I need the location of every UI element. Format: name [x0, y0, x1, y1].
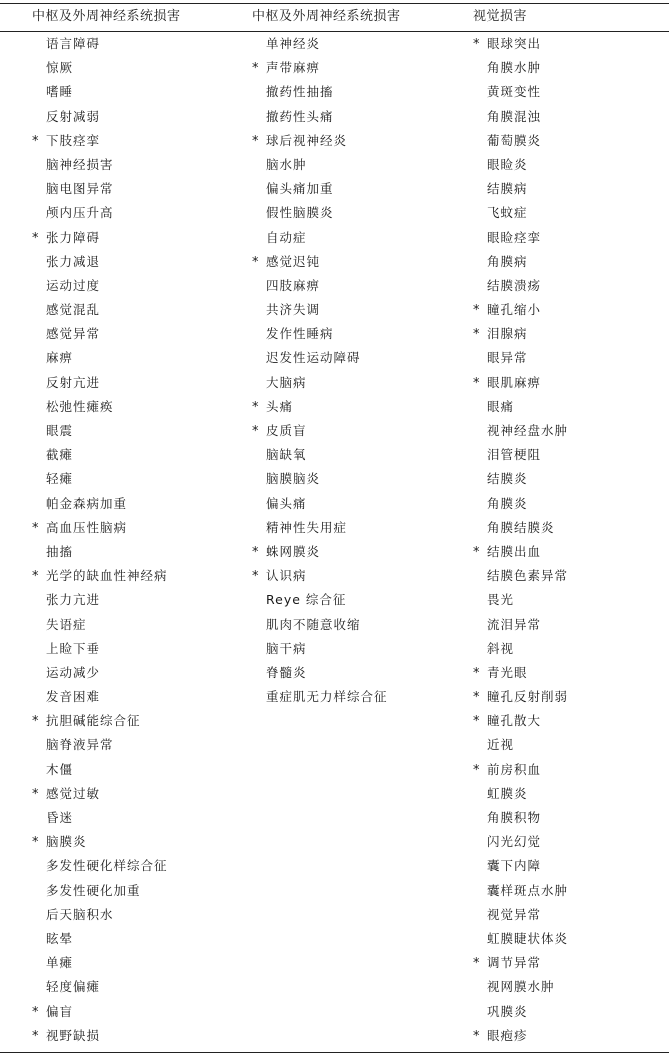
table-row: [252, 419, 388, 443]
table-row: [473, 371, 568, 395]
adverse-reaction-term: 失语症: [46, 616, 87, 632]
adverse-reaction-term: 脑脊液异常: [46, 737, 114, 753]
asterisk-marker: *: [473, 327, 481, 343]
table-row: [473, 613, 568, 637]
asterisk-marker: *: [252, 61, 260, 77]
asterisk-marker: *: [252, 254, 260, 270]
adverse-reaction-term: 脑膜炎: [46, 834, 87, 850]
table-row: [252, 443, 388, 467]
table-row: [252, 588, 388, 612]
adverse-reaction-term: 皮质盲: [266, 423, 307, 438]
table-row: [32, 709, 168, 733]
adverse-reaction-term: 角膜积物: [487, 810, 542, 825]
adverse-reaction-term: 下肢痉挛: [46, 132, 101, 148]
table-row: [32, 733, 168, 757]
table-row: [473, 395, 568, 419]
adverse-reaction-term: 语言障碍: [46, 36, 101, 51]
asterisk-marker: *: [473, 665, 481, 681]
table-row: [32, 129, 168, 153]
table-row: [32, 467, 168, 491]
table-row: [473, 854, 568, 878]
adverse-reaction-term: 视觉异常: [487, 906, 542, 922]
adverse-reaction-term: 瞳孔缩小: [487, 302, 542, 318]
table-row: [32, 226, 168, 250]
adverse-reaction-term: 眼睑痉挛: [487, 229, 542, 245]
table-row: [32, 685, 168, 709]
table-row: [32, 613, 168, 637]
adverse-reaction-term: 感觉异常: [46, 326, 101, 342]
table-row: [252, 226, 388, 250]
table-row: [32, 564, 168, 588]
table-row: [473, 80, 568, 104]
table-row: [32, 588, 168, 612]
table-row: [252, 201, 388, 225]
adverse-reaction-term: 瞳孔散大: [487, 713, 542, 729]
adverse-reaction-term: 脊髓炎: [266, 664, 307, 680]
asterisk-marker: *: [32, 520, 40, 536]
asterisk-marker: *: [473, 956, 481, 972]
adverse-reaction-term: 反射减弱: [46, 108, 101, 124]
adverse-reaction-term: 惊厥: [46, 60, 74, 76]
adverse-reaction-term: 畏光: [487, 592, 515, 608]
table-row: [473, 758, 568, 782]
adverse-reaction-term: 偏头痛加重: [266, 181, 334, 197]
table-row: [252, 56, 388, 80]
adverse-reaction-term: 结膜出血: [487, 543, 542, 559]
adverse-reaction-term: 结膜溃疡: [487, 277, 542, 293]
adverse-reaction-term: 假性脑膜炎: [266, 205, 334, 221]
adverse-reaction-term: 昏迷: [46, 810, 74, 825]
adverse-reaction-term: 嗜睡: [46, 84, 74, 100]
table-row: [252, 467, 388, 491]
adverse-reaction-term: 囊下内障: [487, 858, 542, 874]
adverse-reaction-term: Reye 综合征: [266, 592, 347, 608]
table-row: [32, 298, 168, 322]
table-row: [473, 32, 568, 56]
adverse-reaction-term: 撤药性头痛: [266, 108, 334, 124]
adverse-reaction-term: 撤药性抽搐: [266, 84, 334, 100]
adverse-reaction-term: 迟发性运动障碍: [266, 350, 361, 366]
table-row: [473, 250, 568, 274]
asterisk-marker: *: [473, 375, 481, 391]
adverse-reaction-term: 角膜水肿: [487, 60, 542, 76]
adverse-reaction-term: 认识病: [266, 568, 307, 584]
asterisk-marker: *: [473, 1028, 481, 1044]
table-row: [252, 32, 388, 56]
table-row: [473, 975, 568, 999]
adverse-reaction-term: 近视: [487, 737, 515, 753]
adverse-reaction-term: 运动过度: [46, 277, 101, 293]
table-row: [473, 177, 568, 201]
adverse-reaction-term: 高血压性脑病: [46, 519, 128, 535]
table-row: [473, 274, 568, 298]
table-row: [473, 637, 568, 661]
table-row: [473, 782, 568, 806]
table-row: [473, 322, 568, 346]
table-row: [252, 516, 388, 540]
column-header: 中枢及外周神经系统损害: [32, 9, 181, 24]
adverse-reaction-term: 单神经炎: [266, 36, 321, 51]
adverse-reaction-term: 囊样斑点水肿: [487, 882, 569, 898]
adverse-reaction-term: 重症肌无力样综合征: [266, 689, 388, 705]
table-row: [32, 371, 168, 395]
adverse-reaction-term: 脑神经损害: [46, 156, 114, 172]
adverse-reaction-term: 木僵: [46, 761, 74, 777]
asterisk-marker: *: [252, 544, 260, 560]
adverse-reaction-term: 结膜病: [487, 181, 528, 197]
table-row: [252, 129, 388, 153]
table-row: [473, 226, 568, 250]
adverse-reaction-term: 视野缺损: [46, 1027, 101, 1043]
adverse-reaction-term: 结膜色素异常: [487, 568, 569, 584]
adverse-reaction-term: 发作性睡病: [266, 326, 334, 342]
asterisk-marker: *: [473, 37, 481, 52]
table-row: [473, 830, 568, 854]
adverse-reaction-term: 肌肉不随意收缩: [266, 616, 361, 632]
table-row: [32, 105, 168, 129]
adverse-reaction-term: 反射亢进: [46, 374, 101, 390]
table-row: [32, 516, 168, 540]
adverse-reaction-term: 感觉迟钝: [266, 253, 321, 269]
table-row: [252, 274, 388, 298]
adverse-reaction-term: 球后视神经炎: [266, 132, 348, 148]
table-row: [473, 951, 568, 975]
adverse-reaction-term: 闪光幻觉: [487, 834, 542, 850]
table-row: [473, 903, 568, 927]
table-row: [473, 105, 568, 129]
adverse-reaction-term: 张力亢进: [46, 592, 101, 608]
table-row: [32, 177, 168, 201]
adverse-reaction-term: 角膜混浊: [487, 108, 542, 124]
table-row: [473, 564, 568, 588]
table-row: [32, 637, 168, 661]
table-row: [252, 322, 388, 346]
adverse-reaction-term: 眩晕: [46, 930, 74, 946]
adverse-reaction-term: 蛛网膜炎: [266, 543, 321, 559]
adverse-reaction-term: 角膜炎: [487, 495, 528, 511]
adverse-reaction-term: 偏盲: [46, 1003, 74, 1019]
adverse-reaction-term: 巩膜炎: [487, 1003, 528, 1019]
adverse-reaction-term: 松弛性瘫痪: [46, 398, 114, 414]
table-row: [32, 201, 168, 225]
table-row: [32, 274, 168, 298]
adverse-reaction-term: 前房积血: [487, 761, 542, 777]
table-row: [473, 467, 568, 491]
table-row: [473, 588, 568, 612]
adverse-reaction-term: 上睑下垂: [46, 640, 101, 656]
adverse-reaction-term: 多发性硬化加重: [46, 882, 141, 898]
table-row: [252, 250, 388, 274]
asterisk-marker: *: [32, 569, 40, 585]
adverse-reaction-term: 眼睑炎: [487, 156, 528, 172]
adverse-reaction-term: 眼痛: [487, 398, 515, 414]
table-row: [252, 346, 388, 370]
table-row: [252, 564, 388, 588]
asterisk-marker: *: [252, 399, 260, 415]
table-row: [473, 661, 568, 685]
table-row: [252, 613, 388, 637]
table-row: [32, 346, 168, 370]
table-row: [32, 975, 168, 999]
adverse-reaction-term: 四肢麻痹: [266, 277, 321, 293]
table-row: [473, 516, 568, 540]
asterisk-marker: *: [473, 544, 481, 560]
asterisk-marker: *: [32, 786, 40, 802]
table-row: [473, 492, 568, 516]
table-row: [473, 419, 568, 443]
asterisk-marker: *: [252, 424, 260, 439]
table-row: [473, 806, 568, 830]
adverse-reaction-term: 眼疱疹: [487, 1027, 528, 1043]
table-row: [473, 443, 568, 467]
adverse-reaction-term: 大脑病: [266, 374, 307, 390]
table-row: [32, 153, 168, 177]
table-row: [32, 854, 168, 878]
asterisk-marker: *: [32, 1028, 40, 1044]
adverse-reaction-term: 运动减少: [46, 664, 101, 680]
asterisk-marker: *: [473, 690, 481, 706]
table-row: [32, 758, 168, 782]
adverse-reaction-term: 泪腺病: [487, 326, 528, 342]
adverse-reaction-term: 共济失调: [266, 302, 321, 318]
table-row: [32, 661, 168, 685]
adverse-reaction-term: 头痛: [266, 398, 294, 414]
adverse-reaction-term: 虹膜炎: [487, 785, 528, 801]
table-bottom-rule: [0, 1052, 669, 1053]
adverse-reaction-term: 麻痹: [46, 350, 74, 366]
table-row: [473, 201, 568, 225]
adverse-reaction-term: 张力障碍: [46, 229, 101, 245]
table-row: [32, 879, 168, 903]
table-row: [32, 395, 168, 419]
adverse-reaction-term: 眼震: [46, 423, 74, 438]
adverse-reaction-term: 脑水肿: [266, 156, 307, 172]
adverse-reaction-term: 发音困难: [46, 689, 101, 705]
table-row: [473, 709, 568, 733]
table-row: [252, 685, 388, 709]
adverse-reaction-term: 视网膜水肿: [487, 979, 555, 995]
table-row: [32, 927, 168, 951]
adverse-reaction-term: 飞蚊症: [487, 205, 528, 221]
table-row: [473, 733, 568, 757]
adverse-reaction-term: 多发性硬化样综合征: [46, 858, 168, 874]
adverse-reaction-term: 张力减退: [46, 253, 101, 269]
adverse-reaction-term: 截瘫: [46, 447, 74, 463]
table-row: [32, 903, 168, 927]
adverse-reaction-term: 泪管梗阻: [487, 447, 542, 463]
asterisk-marker: *: [473, 762, 481, 778]
adverse-reaction-term: 脑电图异常: [46, 181, 114, 197]
table-row: [252, 80, 388, 104]
adverse-reaction-term: 眼异常: [487, 350, 528, 366]
asterisk-marker: *: [473, 303, 481, 319]
table-row: [473, 298, 568, 322]
column-header: 视觉损害: [473, 9, 528, 24]
table-row: [473, 927, 568, 951]
table-row: [252, 395, 388, 419]
table-row: [252, 540, 388, 564]
adverse-reaction-term: 声带麻痹: [266, 60, 321, 76]
adverse-reaction-term: 虹膜睫状体炎: [487, 930, 569, 946]
asterisk-marker: *: [32, 714, 40, 730]
table-row: [473, 540, 568, 564]
table-row: [252, 637, 388, 661]
adverse-reaction-term: 颅内压升高: [46, 205, 114, 221]
table-row: [32, 782, 168, 806]
column-items: [473, 32, 568, 1048]
asterisk-marker: *: [252, 569, 260, 585]
table-row: [32, 56, 168, 80]
column-items: [252, 32, 388, 709]
adverse-reaction-term: 轻瘫: [46, 471, 74, 487]
table-row: [252, 371, 388, 395]
asterisk-marker: *: [473, 714, 481, 730]
table-top-rule: [0, 3, 669, 4]
table-row: [252, 177, 388, 201]
column-items: [32, 32, 168, 1048]
table-row: [252, 298, 388, 322]
asterisk-marker: *: [32, 835, 40, 851]
table-row: [252, 105, 388, 129]
table-row: [32, 492, 168, 516]
adverse-reaction-term: 脑干病: [266, 640, 307, 656]
adverse-reaction-term: 视神经盘水肿: [487, 423, 569, 438]
adverse-reaction-term: 流泪异常: [487, 616, 542, 632]
adverse-reaction-term: 眼肌麻痹: [487, 374, 542, 390]
adverse-reaction-term: 感觉过敏: [46, 785, 101, 801]
asterisk-marker: *: [32, 1004, 40, 1020]
table-row: [32, 1000, 168, 1024]
adverse-reaction-term: 抽搐: [46, 543, 74, 559]
table-row: [32, 951, 168, 975]
table-row: [473, 1024, 568, 1048]
table-row: [32, 80, 168, 104]
table-row: [473, 879, 568, 903]
table-row: [32, 32, 168, 56]
adverse-reaction-term: 自动症: [266, 229, 307, 245]
table-row: [32, 540, 168, 564]
table-row: [473, 56, 568, 80]
adverse-reaction-term: 轻度偏瘫: [46, 979, 101, 995]
table-row: [473, 153, 568, 177]
table-row: [32, 806, 168, 830]
adverse-reaction-term: 后天脑积水: [46, 906, 114, 922]
adverse-reaction-term: 脑膜脑炎: [266, 471, 321, 487]
adverse-reaction-term: 角膜结膜炎: [487, 519, 555, 535]
adverse-reaction-term: 单瘫: [46, 955, 74, 971]
adverse-reaction-term: 黄斑变性: [487, 84, 542, 100]
adverse-reaction-term: 结膜炎: [487, 471, 528, 487]
table-row: [32, 1024, 168, 1048]
adverse-reaction-term: 瞳孔反射削弱: [487, 689, 569, 705]
table-row: [32, 830, 168, 854]
table-row: [32, 250, 168, 274]
table-row: [252, 153, 388, 177]
adverse-reaction-term: 角膜病: [487, 253, 528, 269]
adverse-reaction-term: 脑缺氧: [266, 447, 307, 463]
table-row: [473, 129, 568, 153]
table-row: [32, 443, 168, 467]
adverse-reaction-term: 精神性失用症: [266, 519, 348, 535]
table-row: [473, 346, 568, 370]
adverse-reaction-term: 葡萄膜炎: [487, 132, 542, 148]
asterisk-marker: *: [32, 133, 40, 149]
adverse-reaction-term: 光学的缺血性神经病: [46, 568, 168, 584]
asterisk-marker: *: [32, 230, 40, 246]
table-row: [32, 419, 168, 443]
adverse-reaction-term: 抗胆碱能综合征: [46, 713, 141, 729]
table-row: [252, 492, 388, 516]
table-row: [473, 1000, 568, 1024]
adverse-reaction-term: 调节异常: [487, 955, 542, 971]
adverse-reaction-term: 斜视: [487, 640, 515, 656]
table-row: [473, 685, 568, 709]
adverse-reaction-term: 偏头痛: [266, 495, 307, 511]
table-row: [32, 322, 168, 346]
adverse-reaction-term: 帕金森病加重: [46, 495, 128, 511]
adverse-reaction-term: 眼球突出: [487, 36, 542, 51]
adverse-reaction-term: 感觉混乱: [46, 302, 101, 318]
column-header: 中枢及外周神经系统损害: [252, 9, 401, 24]
adverse-reaction-term: 青光眼: [487, 664, 528, 680]
table-row: [252, 661, 388, 685]
asterisk-marker: *: [252, 133, 260, 149]
